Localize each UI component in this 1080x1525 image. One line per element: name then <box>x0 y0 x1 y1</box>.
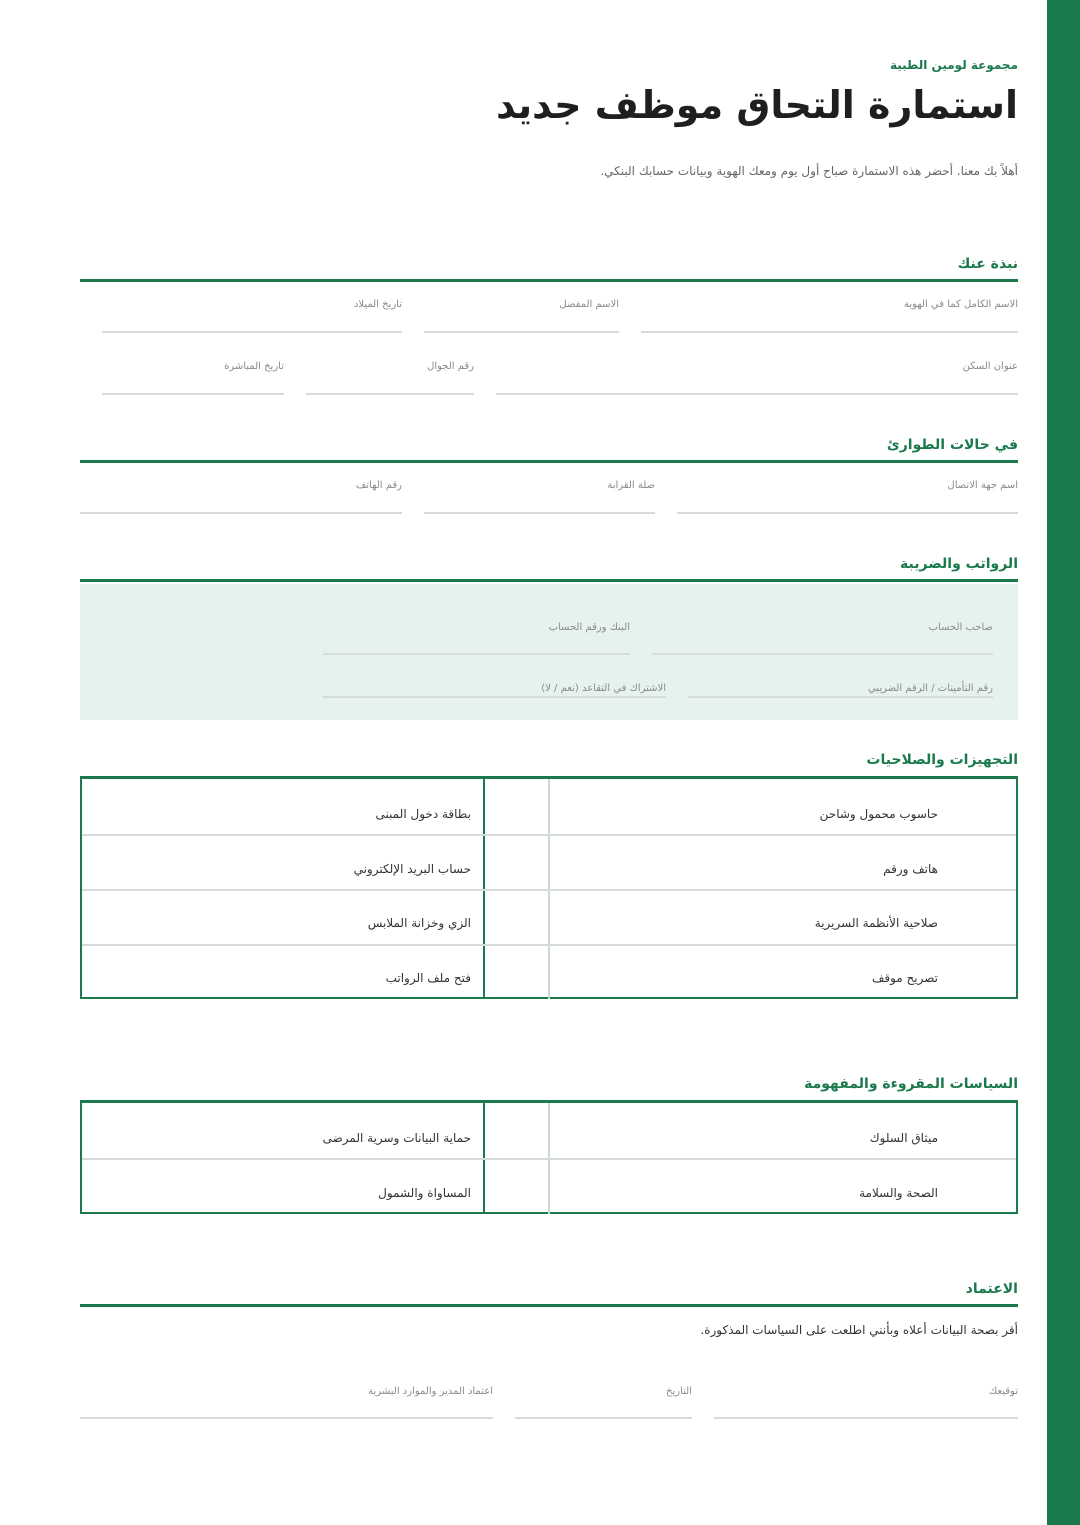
field-bank-account[interactable] <box>323 653 630 655</box>
intro-text: أهلاً بك معنا. أحضر هذه الاستمارة صباح أول يوم ومعك الهوية وبيانات حسابك البنكي. <box>600 164 1018 178</box>
row-divider <box>82 889 1016 891</box>
equipment-item: بطاقة دخول المبنى <box>375 807 471 821</box>
row-divider <box>82 944 1016 946</box>
equipment-item: حساب البريد الإلكتروني <box>353 862 471 876</box>
equipment-item: صلاحية الأنظمة السريرية <box>814 916 938 930</box>
section-rule-approval <box>80 1304 1018 1307</box>
label-pension: الاشتراك في التقاعد (نعم / لا) <box>541 683 666 694</box>
field-insurance-tax[interactable] <box>688 696 993 698</box>
label-mobile: رقم الجوال <box>427 361 474 372</box>
company-name: مجموعة لومين الطبية <box>889 58 1018 72</box>
policy-item: المساواة والشمول <box>378 1186 471 1200</box>
section-title-emergency: في حالات الطوارئ <box>886 437 1018 453</box>
equipment-item: حاسوب محمول وشاحن <box>819 807 938 821</box>
row-divider <box>82 1158 1016 1160</box>
equipment-item: هاتف ورقم <box>883 862 938 876</box>
payroll-panel <box>80 584 1018 720</box>
policy-item: حماية البيانات وسرية المرضى <box>322 1131 471 1145</box>
label-birth-date: تاريخ الميلاد <box>353 299 402 310</box>
label-bank-account: البنك ورقم الحساب <box>548 622 630 633</box>
side-accent-bar <box>1047 0 1080 1525</box>
equipment-item: تصريح موقف <box>871 971 938 985</box>
section-title-about: نبذة عنك <box>957 256 1018 272</box>
field-mobile[interactable] <box>306 393 474 395</box>
label-phone: رقم الهاتف <box>355 480 402 491</box>
approval-statement: أقر بصحة البيانات أعلاه وبأنني اطلعت على السياسات المذكورة. <box>700 1323 1018 1337</box>
field-address[interactable] <box>496 393 1018 395</box>
label-signature: توقيعك <box>989 1386 1018 1397</box>
field-relation[interactable] <box>424 512 655 514</box>
policy-item: الصحة والسلامة <box>859 1186 938 1200</box>
field-preferred-name[interactable] <box>424 331 619 333</box>
field-account-holder[interactable] <box>652 653 993 655</box>
label-account-holder: صاحب الحساب <box>928 622 993 633</box>
section-rule-emergency <box>80 460 1018 463</box>
field-contact-name[interactable] <box>677 512 1018 514</box>
label-start-date: تاريخ المباشرة <box>224 361 284 372</box>
page-title: استمارة التحاق موظف جديد <box>495 83 1018 127</box>
field-pension[interactable] <box>323 696 666 698</box>
field-phone[interactable] <box>80 512 402 514</box>
policies-table <box>80 1100 1018 1214</box>
section-title-policies: السياسات المقروءة والمفهومة <box>804 1076 1018 1092</box>
label-address: عنوان السكن <box>962 361 1018 372</box>
label-full-name: الاسم الكامل كما في الهوية <box>903 299 1018 310</box>
section-rule-payroll <box>80 579 1018 582</box>
label-relation: صلة القرابة <box>607 480 655 491</box>
field-full-name[interactable] <box>641 331 1018 333</box>
label-contact-name: اسم جهة الاتصال <box>947 480 1018 491</box>
equipment-item: فتح ملف الرواتب <box>385 971 471 985</box>
label-preferred-name: الاسم المفضل <box>559 299 619 310</box>
field-signature[interactable] <box>714 1417 1018 1419</box>
section-title-equipment: التجهيزات والصلاحيات <box>866 752 1018 768</box>
section-title-approval: الاعتماد <box>965 1281 1018 1297</box>
field-date[interactable] <box>515 1417 692 1419</box>
label-date: التاريخ <box>666 1386 692 1397</box>
policy-item: ميثاق السلوك <box>869 1131 938 1145</box>
section-rule-about <box>80 279 1018 282</box>
equipment-item: الزي وخزانة الملابس <box>367 916 471 930</box>
section-title-payroll: الرواتب والضريبة <box>900 556 1018 572</box>
row-divider <box>82 834 1016 836</box>
field-manager-approval[interactable] <box>80 1417 493 1419</box>
field-start-date[interactable] <box>102 393 284 395</box>
field-birth-date[interactable] <box>102 331 402 333</box>
equipment-table <box>80 776 1018 999</box>
label-manager-approval: اعتماد المدير والموارد البشرية <box>368 1386 493 1397</box>
label-insurance-tax: رقم التأمينات / الرقم الضريبي <box>867 683 993 694</box>
